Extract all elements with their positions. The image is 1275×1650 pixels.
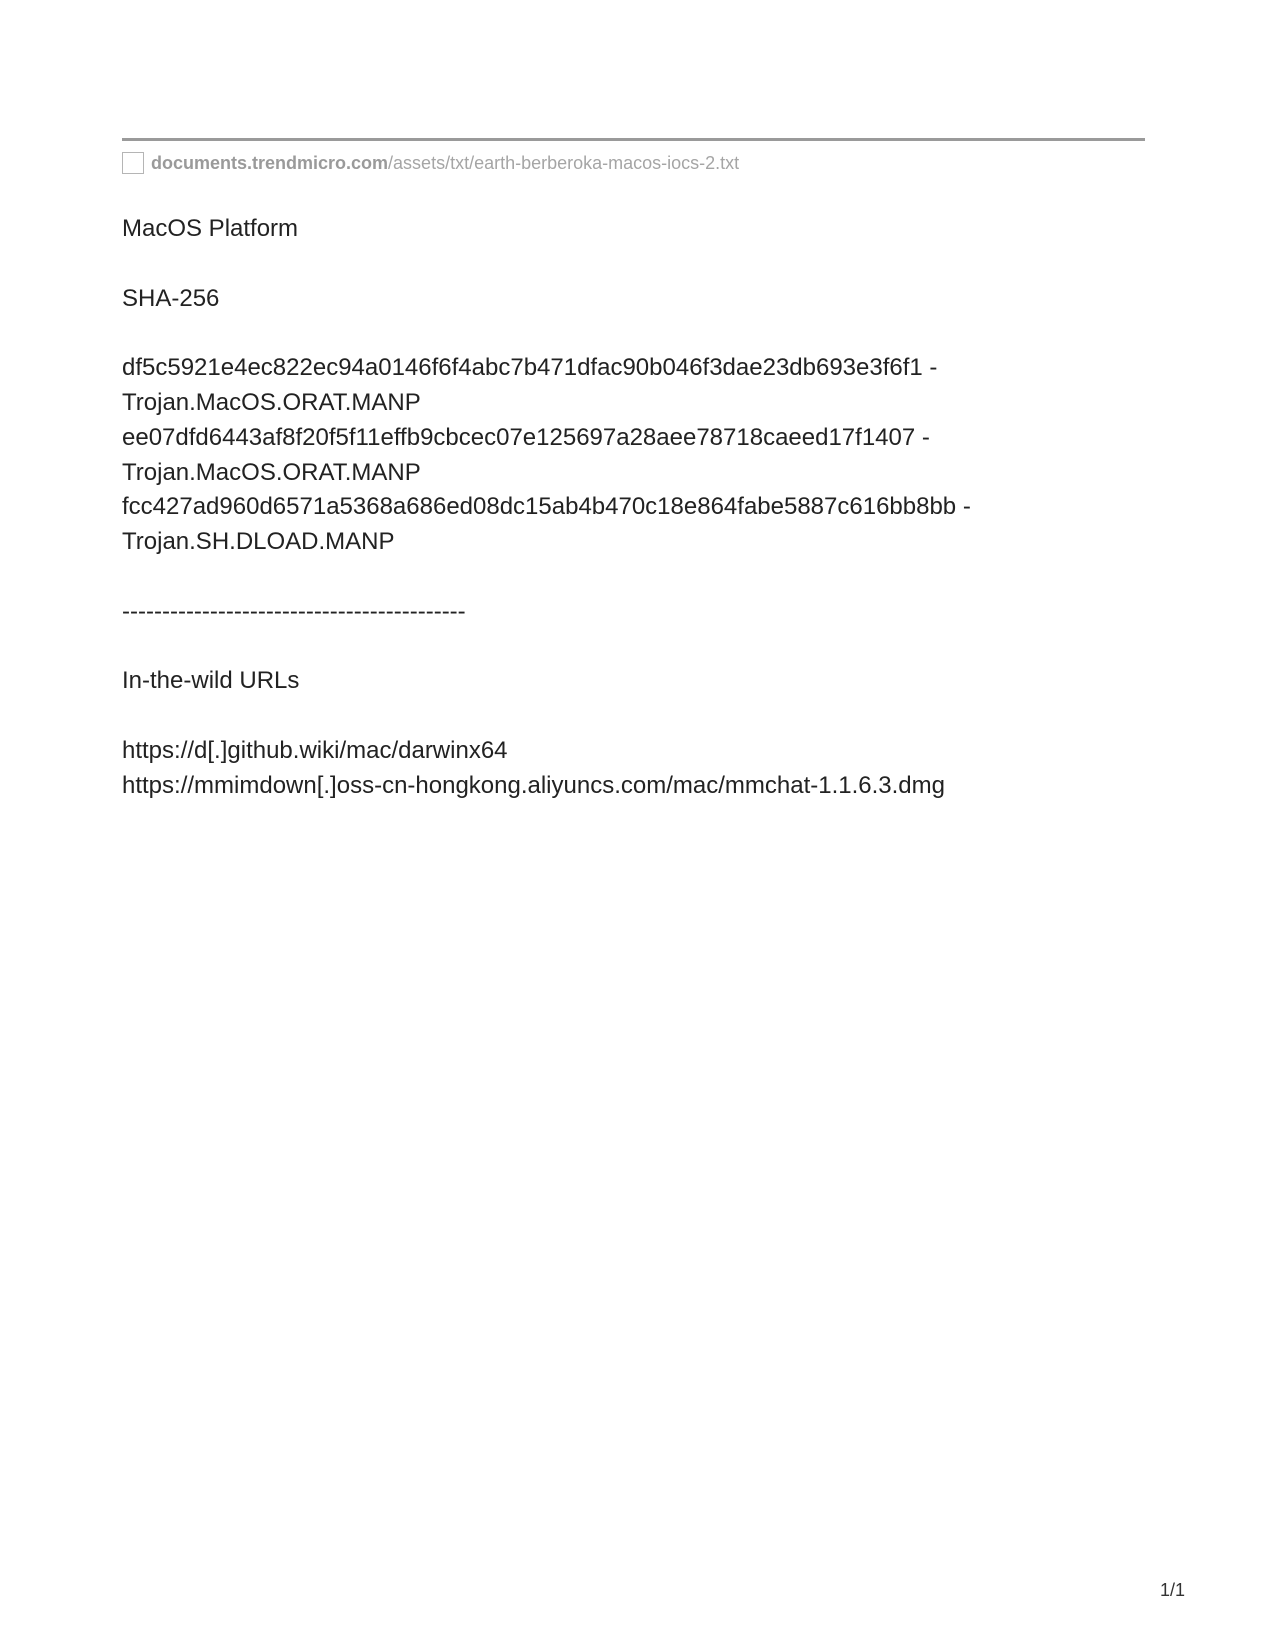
hash-list <box>122 351 1132 560</box>
detection-name: Trojan.MacOS.ORAT.MANP <box>122 458 421 486</box>
url-host: documents.trendmicro.com <box>151 152 389 173</box>
hash-line: fcc427ad960d6571a5368a686ed08dc15ab4b470c18e864fabe5887c616bb8bb - <box>122 493 971 521</box>
header-rule <box>122 138 1145 141</box>
url-list <box>122 734 1132 804</box>
section-separator: ------------------------------------------- <box>122 597 466 625</box>
detection-name: Trojan.MacOS.ORAT.MANP <box>122 388 421 416</box>
hash-type-label: SHA-256 <box>122 284 220 312</box>
blank-page-icon <box>122 152 144 174</box>
source-url[interactable] <box>122 150 739 176</box>
document-body <box>122 212 1132 804</box>
page-number: 1/1 <box>1159 1580 1185 1600</box>
ioc-url: https://d[.]github.wiki/mac/darwinx64 <box>122 736 508 764</box>
ioc-url: https://mmimdown[.]oss-cn-hongkong.aliyuncs.com/mac/mmchat-1.1.6.3.dmg <box>122 771 945 799</box>
platform-heading: MacOS Platform <box>122 215 299 242</box>
urls-heading: In-the-wild URLs <box>122 667 300 695</box>
hash-line: ee07dfd6443af8f20f5f11effb9cbcec07e125697a28aee78718caeed17f1407 - <box>122 423 930 451</box>
url-path: /assets/txt/earth-berberoka-macos-iocs-2.txt <box>388 152 740 173</box>
detection-name: Trojan.SH.DLOAD.MANP <box>122 528 395 556</box>
hash-line: df5c5921e4ec822ec94a0146f6f4abc7b471dfac90b046f3dae23db693e3f6f1 - <box>122 354 938 382</box>
